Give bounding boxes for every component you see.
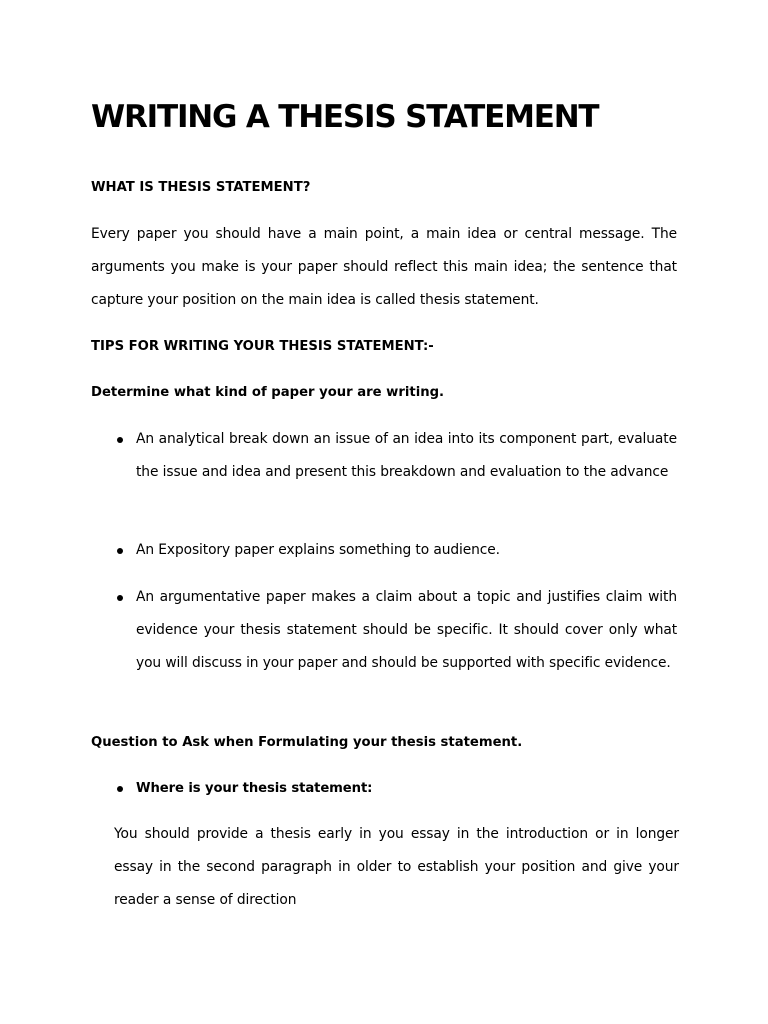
bullet-marker [117,588,125,596]
section-heading-tips: TIPS FOR WRITING YOUR THESIS STATEMENT:- [91,339,434,354]
question-label-where: Where is your thesis statement: [136,781,373,796]
bullet-dot-icon [117,595,123,601]
list-item-argumentative: An argumentative paper makes a claim about a topic and justifies claim with evidence your thesis statement should be specific. It should cover only what you will discuss in your paper and should be supported with specific evidence. [136,589,677,671]
bullet-marker [117,779,125,787]
bullet-marker [117,541,125,549]
bullet-dot-icon [117,548,123,554]
section-heading-questions: Question to Ask when Formulating your thesis statement. [91,735,523,750]
list-item-expository: An Expository paper explains something to audience. [136,542,500,558]
bullet-dot-icon [117,786,123,792]
document-title: WRITING A THESIS STATEMENT [91,99,599,135]
list-item-analytical: An analytical break down an issue of an idea into its component part, evaluate the issue and idea and present this breakdown and evaluation to the advance [136,431,677,480]
subheading-paper-kind: Determine what kind of paper your are writing. [91,385,445,400]
bullet-marker [117,430,125,438]
section-heading-what-is: WHAT IS THESIS STATEMENT? [91,180,311,195]
intro-paragraph: Every paper you should have a main point, a main idea or central message. The arguments you make is your paper should reflect this main idea; the sentence that capture your position on the main idea is called thesis statement. [91,226,677,308]
question-answer-paragraph: You should provide a thesis early in you essay in the introduction or in longer essay in the second paragraph in older to establish your position and give your reader a sense of direction [114,826,679,908]
bullet-dot-icon [117,437,123,443]
